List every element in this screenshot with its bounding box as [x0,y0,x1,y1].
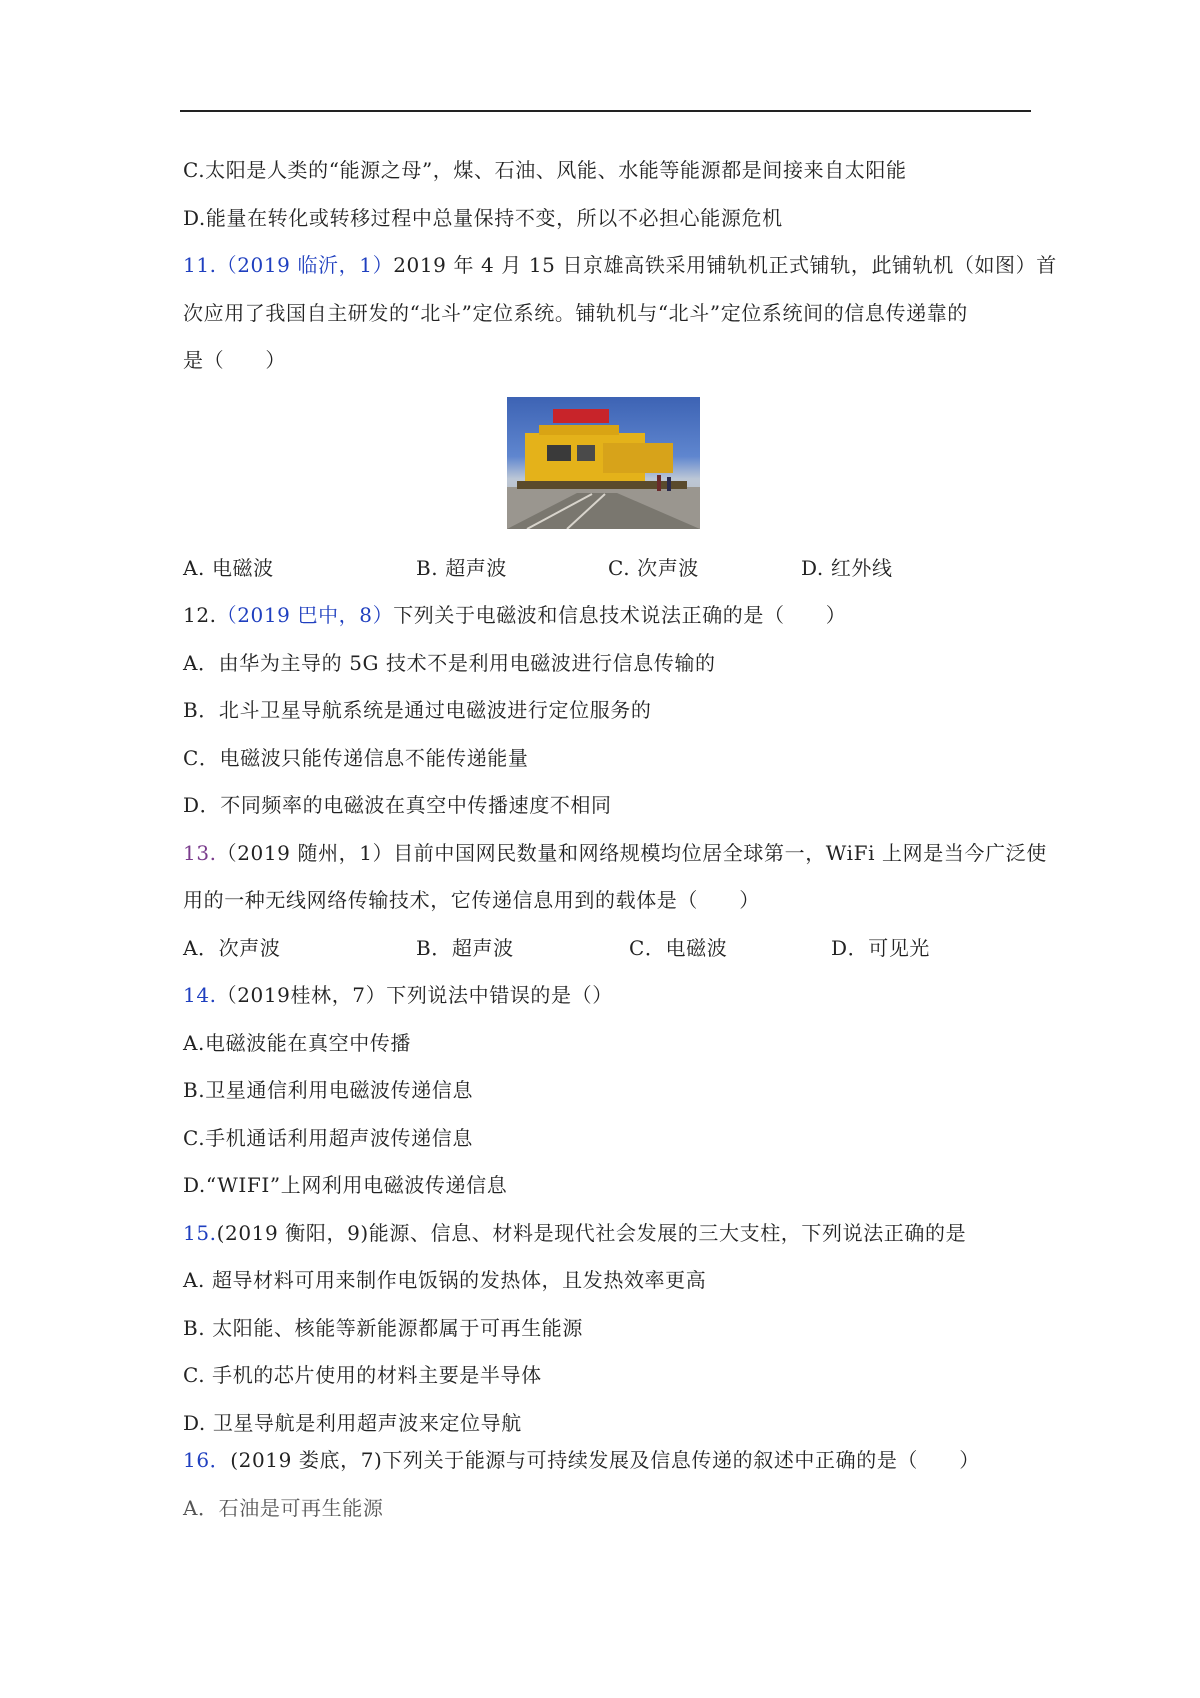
question-14 [183,983,613,1007]
q16-option-a[interactable]: A．石油是可再生能源 [183,1496,384,1520]
q11-option-c[interactable]: C. 次声波 [608,556,699,580]
q15-option-a[interactable]: A. 超导材料可用来制作电饭锅的发热体，且发热效率更高 [183,1268,707,1292]
header-rule [180,110,1031,112]
option-c-text: C.太阳是人类的“能源之母”，煤、石油、风能、水能等能源都是间接来自太阳能 [183,158,907,182]
q14-option-a[interactable]: A.电磁波能在真空中传播 [183,1031,412,1055]
q12-option-d[interactable]: D．不同频率的电磁波在真空中传播速度不相同 [183,793,612,817]
question-12-text: 下列关于电磁波和信息技术说法正确的是（ ） [393,603,847,627]
q11-option-a[interactable]: A. 电磁波 [183,556,274,580]
q13-option-a[interactable]: A．次声波 [183,936,281,960]
question-16-text: (2019 娄底，7)下列关于能源与可持续发展及信息传递的叙述中正确的是（ ） [230,1448,980,1472]
q12-option-b[interactable]: B．北斗卫星导航系统是通过电磁波进行定位服务的 [183,698,652,722]
q13-option-b[interactable]: B．超声波 [416,936,514,960]
q13-option-d[interactable]: D．可见光 [831,936,931,960]
q14-option-c[interactable]: C.手机通话利用超声波传递信息 [183,1126,473,1150]
q14-option-d[interactable]: D.“WIFI”上网利用电磁波传递信息 [183,1173,508,1197]
question-11 [183,253,1057,277]
question-16-number: 16． [183,1448,231,1472]
question-13 [183,841,1047,865]
q15-option-d[interactable]: D. 卫星导航是利用超声波来定位导航 [183,1411,522,1435]
question-11-text-1: 2019 年 4 月 15 日京雄高铁采用铺轨机正式铺轨，此铺轨机（如图）首 [393,253,1057,277]
question-11-number: 11. [183,253,217,277]
question-12-source: （2019 巴中，8） [216,603,394,627]
option-d-text: D.能量在转化或转移过程中总量保持不变，所以不必担心能源危机 [183,206,783,230]
question-15 [183,1221,966,1245]
q11-option-b[interactable]: B. 超声波 [416,556,508,580]
question-14-text: （2019桂林，7）下列说法中错误的是（） [216,983,613,1007]
question-13-number: 13. [183,841,217,865]
q12-option-a[interactable]: A．由华为主导的 5G 技术不是利用电磁波进行信息传输的 [183,651,716,675]
question-11-line-2: 次应用了我国自主研发的“北斗”定位系统。铺轨机与“北斗”定位系统间的信息传递靠的 [183,301,968,325]
question-15-number: 15. [183,1221,217,1245]
photo-drawing [507,397,700,529]
question-12-number: 12. [183,603,217,627]
q12-option-c[interactable]: C．电磁波只能传递信息不能传递能量 [183,746,529,770]
q15-option-c[interactable]: C. 手机的芯片使用的材料主要是半导体 [183,1363,542,1387]
question-15-text: (2019 衡阳，9)能源、信息、材料是现代社会发展的三大支柱，下列说法正确的是 [216,1221,967,1245]
question-16 [183,1448,980,1472]
q15-option-b[interactable]: B. 太阳能、核能等新能源都属于可再生能源 [183,1316,584,1340]
question-14-number: 14. [183,983,217,1007]
q11-option-d[interactable]: D. 红外线 [801,556,893,580]
q13-option-c[interactable]: C．电磁波 [629,936,728,960]
question-13-text-1: （2019 随州，1）目前中国网民数量和网络规模均位居全球第一，WiFi 上网是当今广泛使 [216,841,1047,865]
question-13-line-2: 用的一种无线网络传输技术，它传递信息用到的载体是（ ） [183,888,760,912]
question-11-source: （2019 临沂，1） [216,253,394,277]
question-12 [183,603,846,627]
question-11-line-3: 是（ ） [183,348,286,372]
q14-option-b[interactable]: B.卫星通信利用电磁波传递信息 [183,1078,474,1102]
track-laying-machine-photo [507,397,700,529]
